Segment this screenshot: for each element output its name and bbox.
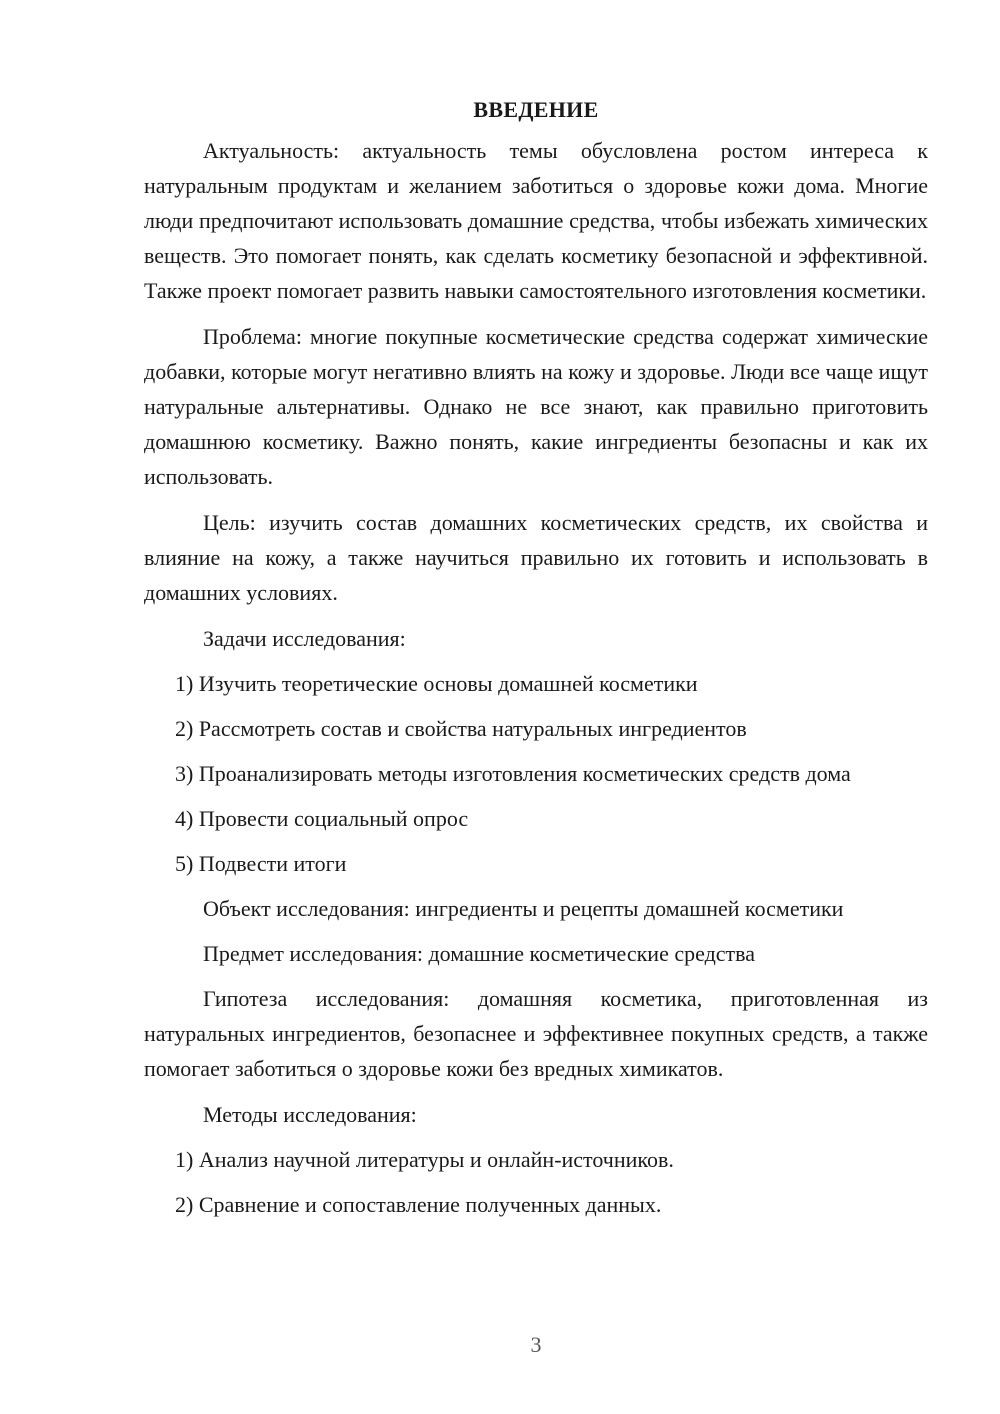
section-title: ВВЕДЕНИЕ [473,97,599,122]
task-item-1: 1) Изучить теоретические основы домашней косметики [175,671,698,696]
goal-paragraph: Цель: изучить состав домашних косметических средств, их свойства и влияние на кожу, а также научиться правильно их готовить и использовать в домашних условиях. [144,510,928,605]
relevance-paragraph: Актуальность: актуальность темы обусловлена ростом интереса к натуральным продуктам и желанием заботиться о здоровье кожи дома. Многие люди предпочитают использовать домашние средства, чтобы избежать химических веществ. Это помогает понять, как сделать косметику безопасной и эффективной. Также проект помогает развить навыки самостоятельного изготовления косметики. [144,138,928,303]
method-item-1: 1) Анализ научной литературы и онлайн-источников. [175,1147,674,1172]
document-page [144,92,928,1232]
page-number: 3 [530,1332,542,1357]
task-item-4: 4) Провести социальный опрос [175,806,469,831]
object-paragraph: Объект исследования: ингредиенты и рецепты домашней косметики [203,896,844,921]
tasks-label: Задачи исследования: [203,626,406,651]
hypothesis-paragraph: Гипотеза исследования: домашняя косметика, приготовленная из натуральных ингредиентов, безопаснее и эффективнее покупных средств, а также помогает заботиться о здоровье кожи без вредных химикатов. [144,986,928,1081]
problem-paragraph: Проблема: многие покупные косметические средства содержат химические добавки, которые могут негативно влиять на кожу и здоровье. Люди все чаще ищут натуральные альтернативы. Однако не все знают, как правильно приготовить домашнюю косметику. Важно понять, какие ингредиенты безопасны и как их использовать. [144,324,928,489]
task-item-2: 2) Рассмотреть состав и свойства натуральных ингредиентов [175,716,747,741]
task-item-3: 3) Проанализировать методы изготовления косметических средств дома [175,761,851,786]
method-item-2: 2) Сравнение и сопоставление полученных данных. [175,1192,662,1217]
subject-paragraph: Предмет исследования: домашние косметические средства [203,941,756,966]
methods-label: Методы исследования: [203,1102,417,1127]
task-item-5: 5) Подвести итоги [175,851,347,876]
